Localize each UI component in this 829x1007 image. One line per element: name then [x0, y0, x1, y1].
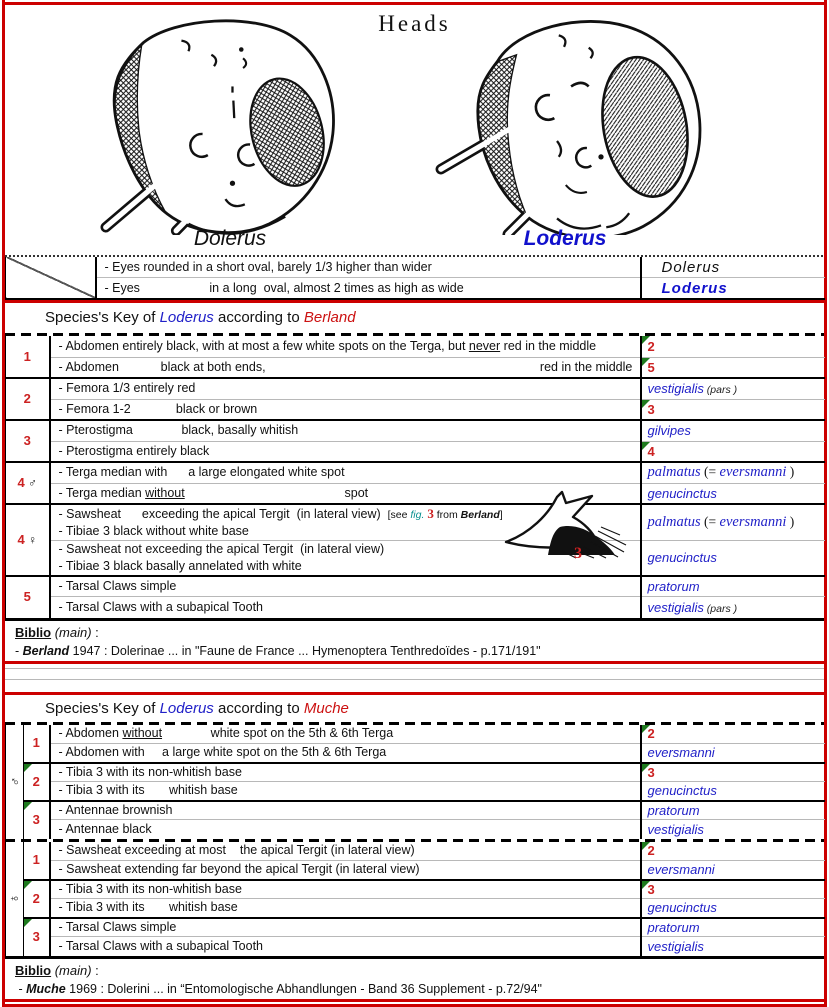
- key-row: [6, 462, 825, 483]
- sawsheath-drawing: [502, 489, 632, 559]
- key-group-number: 3: [24, 801, 50, 839]
- key-group-number-female: 4 ♀: [6, 504, 50, 576]
- heads-section: [5, 5, 824, 255]
- choice-text: - Tarsal Claws with a subapical Tooth: [50, 937, 641, 956]
- choice-text: - Abdomen with a large white spot on the 5th & 6th Terga: [50, 744, 641, 763]
- choice-text: - Tibia 3 with its whitish base: [50, 899, 641, 918]
- key-group-number: 3: [24, 918, 50, 956]
- muche-key-title: Species's Key of Loderus according to Muche: [45, 699, 349, 717]
- result-cell: eversmanni: [641, 744, 825, 763]
- key-group-number: 1: [24, 725, 50, 763]
- result-cell: vestigialis (pars ): [641, 378, 825, 399]
- choice-text: - Sawsheat exceeding at most the apical Tergit (in lateral view): [50, 842, 641, 861]
- berland-biblio: [5, 618, 824, 661]
- key-row: [6, 357, 825, 378]
- result-cell: vestigialis: [641, 937, 825, 956]
- key-row: [6, 842, 825, 861]
- result-cell: eversmanni: [641, 861, 825, 880]
- biblio-heading: Biblio (main) :: [15, 624, 99, 640]
- berland-key-table: [5, 336, 825, 618]
- eyes-result-dolerus: Dolerus: [641, 257, 825, 278]
- eyes-row-dolerus: [6, 257, 825, 278]
- key-row: [6, 725, 825, 744]
- biblio-heading: Biblio (main) :: [15, 962, 99, 978]
- red-edge-cutoff: [5, 1004, 824, 1007]
- result-cell: genucinctus: [641, 483, 825, 504]
- dolerus-label: Dolerus: [193, 227, 267, 250]
- key-row: [6, 576, 825, 597]
- choice-text: - Tibia 3 with its non-whitish base: [50, 880, 641, 899]
- choice-text: - Sawsheat extending far beyond the apical Tergit (in lateral view): [50, 861, 641, 880]
- key-row: [6, 483, 825, 504]
- eyes-result-loderus: Loderus: [641, 278, 825, 300]
- result-cell: vestigialis (pars ): [641, 597, 825, 618]
- result-cell: gilvipes: [641, 420, 825, 441]
- result-cell: 2: [641, 842, 825, 861]
- choice-text: - Abdomen entirely black, with at most a few white spots on the Terga, but never red in the middle: [50, 336, 641, 357]
- key-row: [6, 801, 825, 820]
- key-row: [6, 763, 825, 782]
- choice-text: - Tarsal Claws simple: [50, 918, 641, 937]
- key-group-number: 2: [24, 880, 50, 918]
- result-cell: palmatus (= eversmanni ): [641, 462, 825, 483]
- choice-text: - Tibia 3 with its non-whitish base: [50, 763, 641, 782]
- dolerus-head-figure: [106, 21, 335, 234]
- result-cell: 4: [641, 441, 825, 462]
- heads-illustration: [5, 7, 824, 235]
- key-group-number: 3: [6, 420, 50, 462]
- choice-text: - Femora 1/3 entirely red: [50, 378, 641, 399]
- berland-key-title: Species's Key of Loderus according to Berland: [45, 309, 356, 326]
- choice-text: - Femora 1-2 black or brown: [50, 399, 641, 420]
- choice-text: - Sawsheat not exceeding the apical Tergit (in lateral view) - Tibiae 3 black basally annelated with white: [50, 540, 641, 575]
- muche-biblio: [5, 956, 824, 999]
- key-row: [6, 399, 825, 420]
- result-cell: genucinctus: [641, 899, 825, 918]
- key-row: [6, 782, 825, 801]
- choice-text: - Terga median with a large elongated white spot: [50, 462, 641, 483]
- choice-text: - Tarsal Claws simple: [50, 576, 641, 597]
- choice-text: - Pterostigma entirely black: [50, 441, 641, 462]
- page: [2, 0, 827, 1007]
- result-cell: 3: [641, 763, 825, 782]
- result-cell: palmatus (= eversmanni ): [641, 504, 825, 540]
- key-row: [6, 899, 825, 918]
- key-group-number-male: 4 ♂: [6, 462, 50, 504]
- choice-text: - Terga median without spot: [50, 483, 641, 504]
- key-row: [6, 820, 825, 839]
- key-group-number: 2: [6, 378, 50, 420]
- result-cell: vestigialis: [641, 820, 825, 839]
- result-cell: 3: [641, 880, 825, 899]
- result-cell: genucinctus: [641, 782, 825, 801]
- biblio-entry: - Berland 1947 : Dolerinae ... in "Faune de France ... Hymenoptera Tenthredoïdes - p.171/191": [15, 643, 541, 658]
- diagonal-corner-cell: [6, 257, 96, 299]
- gender-symbol-male: ♂: [6, 725, 24, 839]
- eyes-comparison-table: [5, 257, 825, 300]
- key-row: [6, 744, 825, 763]
- key-row: [6, 336, 825, 357]
- key-group-number: 2: [24, 763, 50, 801]
- choice-text: - Abdomen without white spot on the 5th & 6th Terga: [50, 725, 641, 744]
- key-row: [6, 378, 825, 399]
- key-section-berland: [5, 303, 824, 661]
- eyes-row-loderus: [6, 278, 825, 300]
- biblio-entry: - Muche 1969 : Dolerini ... in “Entomologische Abhandlungen - Band 36 Supplement - p.72/94": [15, 981, 542, 996]
- result-cell: pratorum: [641, 801, 825, 820]
- result-cell: pratorum: [641, 918, 825, 937]
- key-row: [6, 540, 825, 575]
- choice-text: - Pterostigma black, basally whitish: [50, 420, 641, 441]
- key-row: [6, 880, 825, 899]
- key-group-number: 1: [24, 842, 50, 880]
- muche-key-table-male: [5, 725, 825, 839]
- key-row: [6, 504, 825, 540]
- loderus-label: Loderus: [523, 227, 607, 250]
- gender-symbol-female: ♀: [6, 842, 24, 956]
- choice-text: - Antennae brownish: [50, 801, 641, 820]
- choice-text: - Tarsal Claws with a subapical Tooth: [50, 597, 641, 618]
- key-group-number: 1: [6, 336, 50, 378]
- empty-row: [5, 668, 824, 680]
- key-row: [6, 441, 825, 462]
- key-row: [6, 420, 825, 441]
- spacer-strip: [5, 664, 824, 692]
- figure-number: 3: [574, 545, 582, 562]
- key-section-muche: [5, 695, 824, 999]
- result-cell: pratorum: [641, 576, 825, 597]
- result-cell: genucinctus: [641, 540, 825, 575]
- key-group-number: 5: [6, 576, 50, 618]
- result-cell: 2: [641, 336, 825, 357]
- choice-text: - Abdomen black at both ends, red in the middle: [50, 357, 641, 378]
- choice-text: - Sawsheat exceeding the apical Tergit (in lateral view) [see fig. 3 from Berland] - Tibiae 3 black without white base: [50, 504, 641, 540]
- eyes-criterion: - Eyes rounded in a short oval, barely 1/3 higher than wider: [104, 259, 432, 274]
- loderus-head-figure: [441, 21, 700, 235]
- key-row: [6, 937, 825, 956]
- key-row: [6, 918, 825, 937]
- key-row: [6, 597, 825, 618]
- choice-text: - Antennae black: [50, 820, 641, 839]
- sawsheath-figure: [502, 489, 642, 563]
- muche-key-table-female: [5, 842, 825, 956]
- result-cell: 3: [641, 399, 825, 420]
- result-cell: 2: [641, 725, 825, 744]
- choice-text: - Tibia 3 with its whitish base: [50, 782, 641, 801]
- result-cell: 5: [641, 357, 825, 378]
- heads-title: Heads: [378, 11, 451, 36]
- eyes-criterion: - Eyes in a long oval, almost 2 times as high as wide: [96, 278, 641, 300]
- key-row: [6, 861, 825, 880]
